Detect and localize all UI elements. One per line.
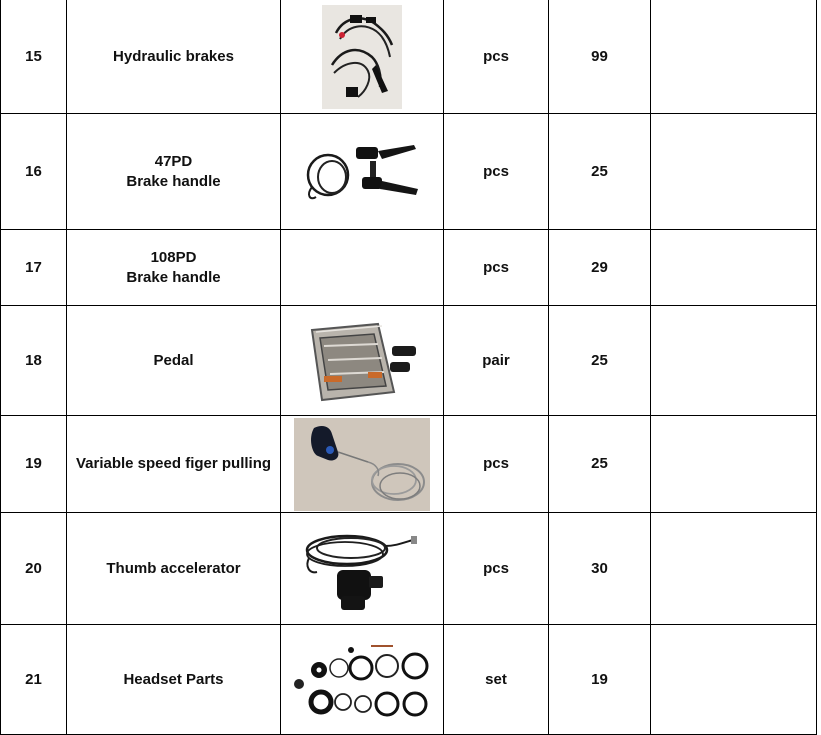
item-unit: pcs — [444, 416, 549, 513]
headset-parts-photo — [289, 640, 435, 720]
item-name-line: Pedal — [153, 351, 194, 369]
item-image-cell — [281, 230, 444, 306]
item-quantity: 29 — [549, 230, 651, 306]
item-name-line: 47PD — [154, 152, 193, 170]
item-number: 21 — [1, 625, 67, 735]
item-number: 18 — [1, 306, 67, 416]
item-name — [67, 114, 281, 230]
item-name — [67, 0, 281, 114]
item-unit: set — [444, 625, 549, 735]
item-remark — [651, 416, 817, 513]
item-image-cell — [281, 625, 444, 735]
item-unit: pcs — [444, 513, 549, 625]
item-name-line: Brake handle — [126, 172, 221, 190]
item-name-line: Variable speed figer pulling — [75, 455, 272, 472]
brake-handle-photo — [302, 139, 422, 205]
item-name-line: Hydraulic brakes — [113, 47, 234, 65]
thumb-throttle-photo — [301, 526, 423, 612]
item-number: 16 — [1, 114, 67, 230]
item-number: 20 — [1, 513, 67, 625]
item-remark — [651, 625, 817, 735]
item-number: 19 — [1, 416, 67, 513]
item-number: 17 — [1, 230, 67, 306]
item-remark — [651, 114, 817, 230]
item-name — [67, 513, 281, 625]
table-row — [1, 230, 817, 306]
item-quantity: 25 — [549, 416, 651, 513]
item-name — [67, 230, 281, 306]
item-remark — [651, 0, 817, 114]
item-name-line: Headset Parts — [123, 670, 224, 688]
item-name — [67, 625, 281, 735]
item-unit: pcs — [444, 0, 549, 114]
item-name-line: 108PD — [150, 248, 197, 266]
pedal-photo — [298, 316, 426, 406]
table-row — [1, 416, 817, 513]
item-remark — [651, 513, 817, 625]
table-row — [1, 513, 817, 625]
item-quantity: 99 — [549, 0, 651, 114]
speed-shifter-photo — [294, 418, 430, 511]
item-remark — [651, 306, 817, 416]
item-number: 15 — [1, 0, 67, 114]
item-image-cell — [281, 416, 444, 513]
item-name-line: Brake handle — [126, 268, 221, 286]
item-unit: pcs — [444, 114, 549, 230]
item-name — [67, 306, 281, 416]
item-remark — [651, 230, 817, 306]
item-unit: pcs — [444, 230, 549, 306]
item-image-cell — [281, 513, 444, 625]
table-row — [1, 0, 817, 114]
item-name — [67, 416, 281, 513]
item-quantity: 25 — [549, 114, 651, 230]
item-name-line: Thumb accelerator — [106, 559, 241, 577]
hydraulic-brakes-photo — [322, 5, 402, 109]
item-quantity: 30 — [549, 513, 651, 625]
item-image-cell — [281, 306, 444, 416]
table-row — [1, 114, 817, 230]
item-quantity: 19 — [549, 625, 651, 735]
table-row — [1, 625, 817, 735]
item-quantity: 25 — [549, 306, 651, 416]
table-row — [1, 306, 817, 416]
item-unit: pair — [444, 306, 549, 416]
item-image-cell — [281, 0, 444, 114]
item-image-cell — [281, 114, 444, 230]
